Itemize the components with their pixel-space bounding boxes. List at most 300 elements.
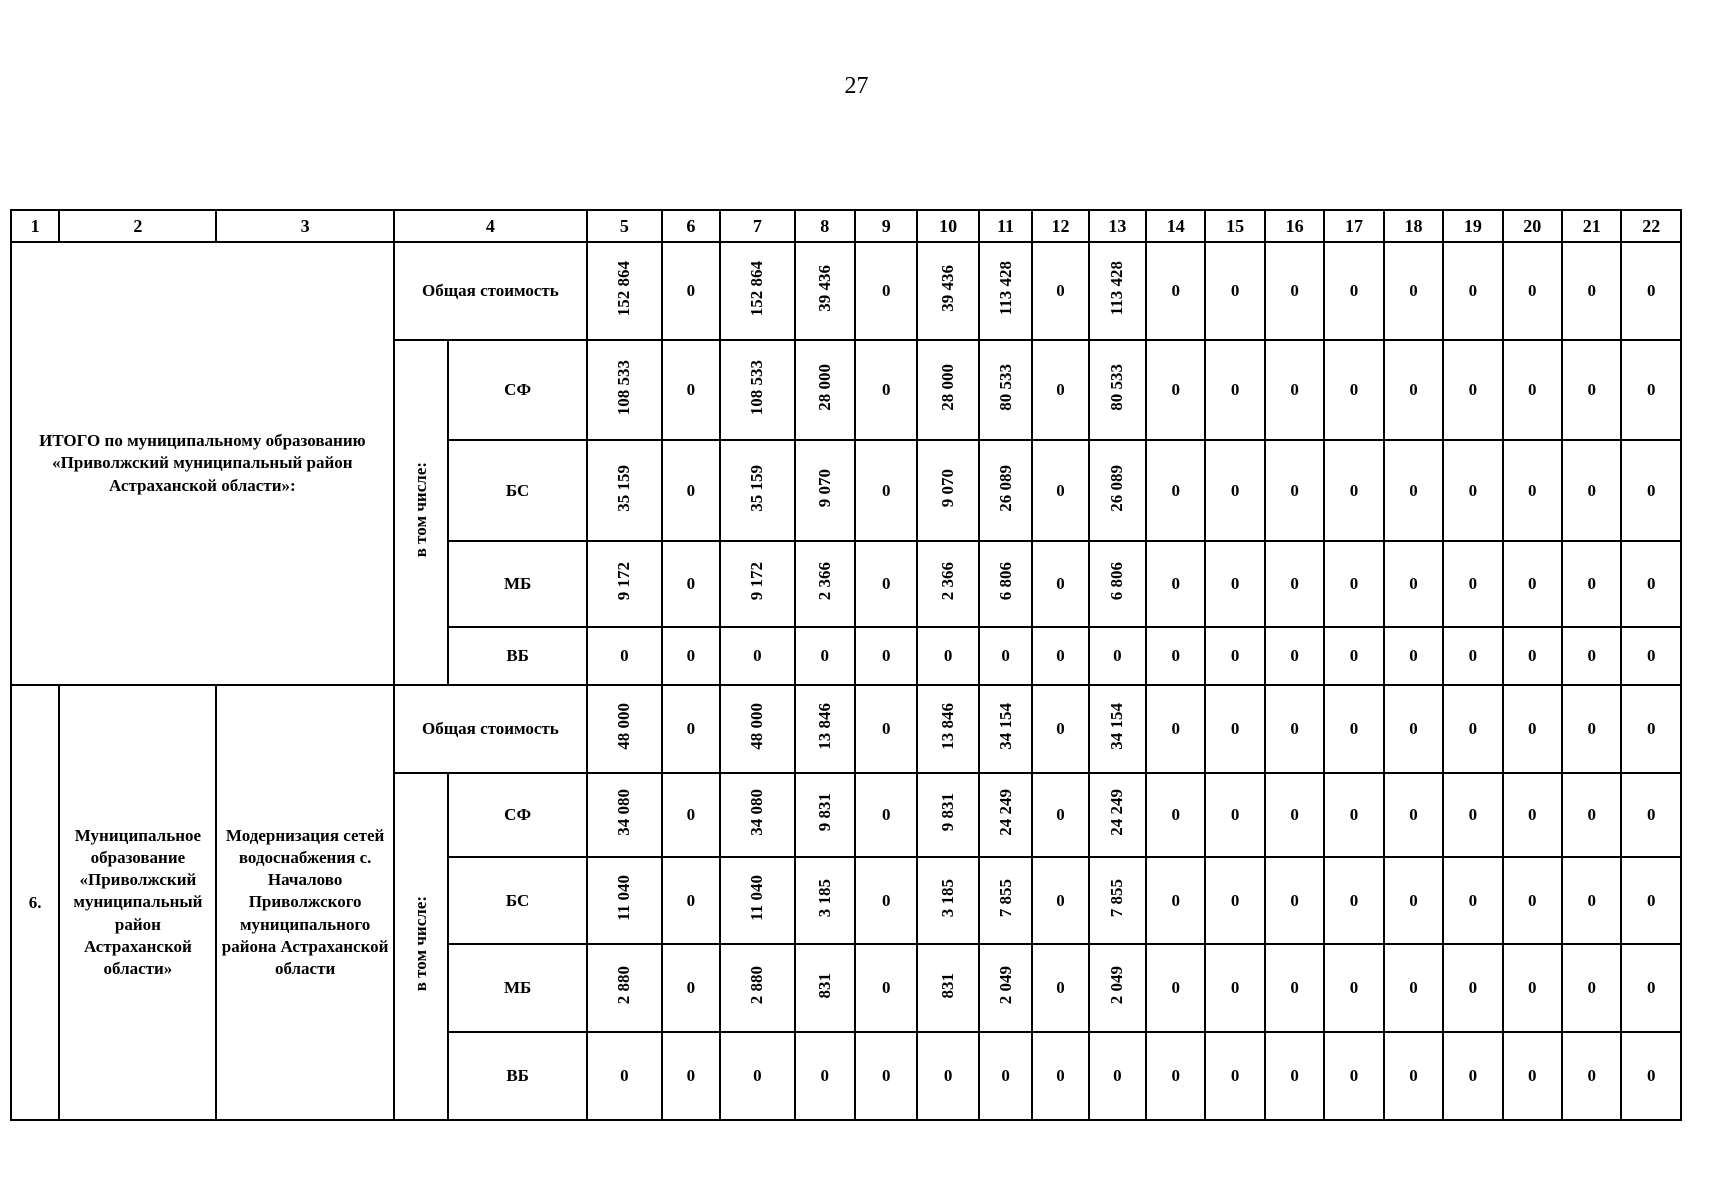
zero-value: 0: [753, 1066, 762, 1085]
zero-value: 0: [943, 646, 953, 665]
zero-value: 0: [1468, 1066, 1478, 1085]
zero-value: 0: [1587, 978, 1596, 997]
zero-value: 0: [1230, 574, 1240, 593]
zero-value: 0: [1171, 978, 1180, 997]
amount-value: 6 806: [1107, 562, 1127, 601]
item-number: 6.: [11, 685, 59, 1120]
amount-value: 9 070: [814, 468, 834, 508]
value-cell: [662, 773, 720, 857]
value-cell: [979, 541, 1032, 627]
value-cell: [1324, 944, 1383, 1032]
value-cell: [1265, 773, 1324, 857]
value-cell: [720, 340, 795, 440]
total-cost-label: Общая стоимость: [394, 242, 587, 340]
value-cell: [1146, 242, 1205, 340]
value-cell: [1621, 773, 1681, 857]
value-cell: [1384, 627, 1443, 685]
amount-value: 34 154: [1107, 703, 1127, 750]
page-number: 27: [844, 73, 869, 99]
value-cell: [917, 440, 978, 541]
value-cell: [1443, 944, 1502, 1032]
amount-value: 26 089: [1107, 464, 1127, 512]
zero-value: 0: [1171, 805, 1180, 824]
value-cell: [1089, 541, 1146, 627]
zero-value: 0: [1409, 480, 1418, 500]
zero-value: 0: [1113, 646, 1122, 665]
zero-value: 0: [1290, 719, 1299, 738]
value-cell: [1205, 685, 1264, 773]
zero-value: 0: [1056, 1066, 1065, 1085]
value-cell: [1265, 857, 1324, 944]
zero-value: 0: [1587, 480, 1596, 500]
value-cell: [587, 440, 662, 541]
value-cell: [795, 857, 855, 944]
including-label-cell: [394, 340, 448, 685]
zero-value: 0: [1171, 1066, 1180, 1085]
amount-value: 35 159: [747, 464, 767, 512]
zero-value: 0: [881, 281, 891, 300]
zero-value: 0: [1349, 978, 1359, 997]
value-cell: [855, 773, 917, 857]
value-cell: [662, 1032, 720, 1120]
zero-value: 0: [1468, 480, 1478, 500]
zero-value: 0: [620, 646, 629, 665]
value-cell: [587, 685, 662, 773]
total-block-title: ИТОГО по муниципальному образованию «Приволжский муниципальный район Астраханской области»:: [11, 242, 394, 685]
value-cell: [1562, 340, 1621, 440]
value-cell: [662, 340, 720, 440]
amount-value: 9 831: [814, 793, 834, 832]
zero-value: 0: [1587, 1066, 1596, 1085]
amount-value: 9 831: [938, 793, 958, 832]
zero-value: 0: [1646, 719, 1656, 738]
zero-value: 0: [1587, 574, 1596, 593]
zero-value: 0: [1113, 1066, 1122, 1085]
zero-value: 0: [1587, 646, 1596, 665]
zero-value: 0: [1528, 281, 1537, 300]
amount-value: 2 880: [747, 966, 767, 1005]
amount-value: 831: [938, 972, 958, 999]
column-number: 20: [1503, 210, 1562, 242]
value-cell: [917, 340, 978, 440]
value-cell: [1384, 773, 1443, 857]
value-cell: [1146, 340, 1205, 440]
value-cell: [917, 944, 978, 1032]
value-cell: [917, 773, 978, 857]
zero-value: 0: [686, 805, 696, 824]
value-cell: [1089, 627, 1146, 685]
value-cell: [979, 773, 1032, 857]
amount-value: 24 249: [995, 789, 1015, 836]
budget-table: [10, 209, 1682, 1121]
column-number: 3: [216, 210, 393, 242]
value-cell: [917, 242, 978, 340]
zero-value: 0: [1230, 890, 1240, 910]
value-cell: [1503, 944, 1562, 1032]
value-cell: [1089, 773, 1146, 857]
value-cell: [1621, 340, 1681, 440]
zero-value: 0: [881, 480, 891, 500]
mb-label: МБ: [448, 541, 587, 627]
amount-value: 34 080: [614, 789, 634, 836]
amount-value: 152 864: [614, 260, 634, 317]
value-cell: [662, 541, 720, 627]
value-cell: [855, 1032, 917, 1120]
zero-value: 0: [1056, 890, 1065, 910]
value-cell: [1443, 685, 1502, 773]
zero-value: 0: [881, 1066, 891, 1085]
value-cell: [1324, 685, 1383, 773]
value-cell: [1205, 627, 1264, 685]
zero-value: 0: [1171, 480, 1180, 500]
zero-value: 0: [1646, 890, 1656, 910]
value-cell: [795, 242, 855, 340]
amount-value: 108 533: [747, 359, 767, 416]
value-cell: [1443, 857, 1502, 944]
value-cell: [855, 340, 917, 440]
column-number: 7: [720, 210, 795, 242]
value-cell: [979, 685, 1032, 773]
value-cell: [795, 685, 855, 773]
zero-value: 0: [1409, 805, 1418, 824]
value-cell: [1324, 242, 1383, 340]
value-cell: [1146, 541, 1205, 627]
zero-value: 0: [753, 646, 762, 665]
value-cell: [855, 541, 917, 627]
value-cell: [1205, 242, 1264, 340]
value-cell: [1265, 340, 1324, 440]
amount-value: 13 846: [814, 703, 834, 750]
zero-value: 0: [1528, 574, 1537, 593]
amount-value: 28 000: [814, 364, 834, 411]
value-cell: [1384, 857, 1443, 944]
amount-value: 2 366: [814, 562, 834, 601]
value-cell: [720, 944, 795, 1032]
value-cell: [662, 685, 720, 773]
value-cell: [1562, 242, 1621, 340]
zero-value: 0: [1528, 805, 1537, 824]
zero-value: 0: [1528, 978, 1537, 997]
zero-value: 0: [1528, 719, 1537, 738]
value-cell: [795, 627, 855, 685]
zero-value: 0: [1468, 805, 1478, 824]
zero-value: 0: [1468, 380, 1478, 399]
zero-value: 0: [1001, 1066, 1010, 1085]
value-cell: [979, 340, 1032, 440]
column-number: 16: [1265, 210, 1324, 242]
zero-value: 0: [1468, 646, 1478, 665]
zero-value: 0: [1290, 480, 1299, 500]
zero-value: 0: [1409, 380, 1418, 399]
sf-label: СФ: [448, 773, 587, 857]
value-cell: [1443, 627, 1502, 685]
column-number: 14: [1146, 210, 1205, 242]
amount-value: 80 533: [995, 364, 1015, 411]
zero-value: 0: [1230, 646, 1240, 665]
value-cell: [1324, 857, 1383, 944]
mb-label: МБ: [448, 944, 587, 1032]
zero-value: 0: [686, 574, 696, 593]
value-cell: [1503, 773, 1562, 857]
value-cell: [855, 857, 917, 944]
value-cell: [1562, 944, 1621, 1032]
value-cell: [1324, 773, 1383, 857]
zero-value: 0: [1056, 719, 1065, 738]
vb-label: ВБ: [448, 1032, 587, 1120]
value-cell: [1324, 627, 1383, 685]
amount-value: 11 040: [614, 875, 634, 921]
project-name: Модернизация сетей водоснабжения с. Началово Приволжского муниципального района Астраханской области: [216, 685, 393, 1120]
amount-value: 39 436: [814, 265, 834, 312]
value-cell: [1384, 242, 1443, 340]
zero-value: 0: [1001, 646, 1010, 665]
zero-value: 0: [1290, 890, 1299, 910]
value-cell: [1032, 242, 1088, 340]
zero-value: 0: [881, 646, 891, 665]
value-cell: [795, 440, 855, 541]
column-number: 5: [587, 210, 662, 242]
value-cell: [587, 242, 662, 340]
value-cell: [1032, 857, 1088, 944]
value-cell: [1265, 685, 1324, 773]
column-number: 8: [795, 210, 855, 242]
including-label: в том числе:: [410, 462, 430, 558]
zero-value: 0: [1587, 805, 1596, 824]
column-number: 18: [1384, 210, 1443, 242]
amount-value: 39 436: [938, 265, 958, 312]
zero-value: 0: [1587, 281, 1596, 300]
value-cell: [795, 541, 855, 627]
amount-value: 11 040: [747, 875, 767, 921]
zero-value: 0: [686, 1066, 696, 1085]
zero-value: 0: [1409, 646, 1418, 665]
value-cell: [1503, 242, 1562, 340]
value-cell: [720, 440, 795, 541]
zero-value: 0: [1349, 719, 1359, 738]
zero-value: 0: [881, 719, 891, 738]
amount-value: 831: [814, 972, 834, 999]
value-cell: [587, 627, 662, 685]
value-cell: [1562, 627, 1621, 685]
value-cell: [1503, 627, 1562, 685]
amount-value: 48 000: [614, 703, 634, 750]
zero-value: 0: [1230, 281, 1240, 300]
zero-value: 0: [1349, 380, 1359, 399]
amount-value: 24 249: [1107, 789, 1127, 836]
amount-value: 108 533: [614, 359, 634, 416]
zero-value: 0: [1646, 480, 1656, 500]
zero-value: 0: [686, 480, 696, 500]
zero-value: 0: [1290, 1066, 1299, 1085]
value-cell: [662, 440, 720, 541]
zero-value: 0: [1409, 890, 1418, 910]
zero-value: 0: [1528, 890, 1537, 910]
value-cell: [1032, 541, 1088, 627]
value-cell: [1384, 340, 1443, 440]
zero-value: 0: [1290, 380, 1299, 399]
zero-value: 0: [1646, 646, 1656, 665]
value-cell: [1265, 944, 1324, 1032]
zero-value: 0: [1171, 719, 1180, 738]
value-cell: [917, 541, 978, 627]
zero-value: 0: [1646, 805, 1656, 824]
value-cell: [1146, 627, 1205, 685]
column-number: 19: [1443, 210, 1502, 242]
value-cell: [1205, 440, 1264, 541]
zero-value: 0: [1290, 646, 1299, 665]
zero-value: 0: [1056, 574, 1065, 593]
amount-value: 26 089: [995, 464, 1015, 512]
column-number: 15: [1205, 210, 1264, 242]
value-cell: [1562, 685, 1621, 773]
amount-value: 48 000: [747, 703, 767, 750]
value-cell: [1205, 1032, 1264, 1120]
value-cell: [1384, 685, 1443, 773]
zero-value: 0: [1468, 890, 1478, 910]
value-cell: [917, 1032, 978, 1120]
column-number: 22: [1621, 210, 1681, 242]
column-number: 2: [59, 210, 216, 242]
zero-value: 0: [1056, 978, 1065, 997]
value-cell: [1503, 541, 1562, 627]
zero-value: 0: [1290, 281, 1299, 300]
value-cell: [855, 242, 917, 340]
value-cell: [855, 685, 917, 773]
column-number: 12: [1032, 210, 1088, 242]
zero-value: 0: [1056, 281, 1065, 300]
zero-value: 0: [1349, 1066, 1359, 1085]
column-number: 17: [1324, 210, 1383, 242]
bs-label: БС: [448, 440, 587, 541]
column-number: 10: [917, 210, 978, 242]
zero-value: 0: [1409, 1066, 1418, 1085]
value-cell: [1032, 340, 1088, 440]
value-cell: [720, 627, 795, 685]
value-cell: [917, 685, 978, 773]
value-cell: [720, 857, 795, 944]
zero-value: 0: [1171, 646, 1180, 665]
value-cell: [917, 627, 978, 685]
zero-value: 0: [1646, 380, 1656, 399]
zero-value: 0: [1528, 1066, 1537, 1085]
value-cell: [1384, 1032, 1443, 1120]
value-cell: [917, 857, 978, 944]
value-cell: [1384, 944, 1443, 1032]
value-cell: [795, 773, 855, 857]
value-cell: [1205, 340, 1264, 440]
zero-value: 0: [1171, 281, 1180, 300]
value-cell: [1146, 1032, 1205, 1120]
zero-value: 0: [1646, 978, 1656, 997]
value-cell: [1562, 541, 1621, 627]
value-cell: [1205, 944, 1264, 1032]
zero-value: 0: [1230, 978, 1240, 997]
zero-value: 0: [1230, 805, 1240, 824]
column-number: 6: [662, 210, 720, 242]
zero-value: 0: [1171, 890, 1180, 910]
amount-value: 2 366: [938, 562, 958, 601]
value-cell: [1562, 857, 1621, 944]
value-cell: [1562, 773, 1621, 857]
value-cell: [855, 627, 917, 685]
value-cell: [979, 1032, 1032, 1120]
value-cell: [1443, 340, 1502, 440]
zero-value: 0: [1646, 1066, 1656, 1085]
amount-value: 3 185: [814, 878, 834, 918]
column-number: 4: [394, 210, 587, 242]
value-cell: [1146, 857, 1205, 944]
value-cell: [1621, 685, 1681, 773]
value-cell: [1384, 440, 1443, 541]
value-cell: [1032, 685, 1088, 773]
column-number: 21: [1562, 210, 1621, 242]
value-cell: [720, 685, 795, 773]
value-cell: [855, 440, 917, 541]
zero-value: 0: [1056, 380, 1065, 399]
value-cell: [979, 242, 1032, 340]
amount-value: 113 428: [995, 261, 1015, 316]
value-cell: [795, 1032, 855, 1120]
zero-value: 0: [881, 805, 891, 824]
column-number: 13: [1089, 210, 1146, 242]
value-cell: [1503, 1032, 1562, 1120]
zero-value: 0: [686, 646, 696, 665]
vb-label: ВБ: [448, 627, 587, 685]
value-cell: [1265, 627, 1324, 685]
zero-value: 0: [1349, 646, 1359, 665]
value-cell: [587, 773, 662, 857]
value-cell: [1205, 857, 1264, 944]
value-cell: [1089, 340, 1146, 440]
value-cell: [795, 944, 855, 1032]
value-cell: [1503, 857, 1562, 944]
value-cell: [720, 242, 795, 340]
zero-value: 0: [1409, 281, 1418, 300]
zero-value: 0: [686, 978, 696, 997]
zero-value: 0: [1349, 480, 1359, 500]
zero-value: 0: [820, 1066, 830, 1085]
value-cell: [1621, 857, 1681, 944]
amount-value: 2 880: [614, 966, 634, 1005]
value-cell: [1562, 440, 1621, 541]
value-cell: [587, 541, 662, 627]
value-cell: [1146, 440, 1205, 541]
zero-value: 0: [1349, 805, 1359, 824]
zero-value: 0: [1349, 890, 1359, 910]
amount-value: 2 049: [995, 966, 1015, 1005]
zero-value: 0: [1349, 281, 1359, 300]
zero-value: 0: [1468, 719, 1478, 738]
zero-value: 0: [1409, 574, 1418, 593]
value-cell: [1089, 857, 1146, 944]
value-cell: [795, 340, 855, 440]
zero-value: 0: [1468, 574, 1478, 593]
value-cell: [1621, 627, 1681, 685]
zero-value: 0: [1056, 805, 1065, 824]
value-cell: [720, 1032, 795, 1120]
value-cell: [1443, 440, 1502, 541]
value-cell: [1089, 440, 1146, 541]
value-cell: [1621, 242, 1681, 340]
value-cell: [1265, 1032, 1324, 1120]
amount-value: 80 533: [1107, 364, 1127, 411]
amount-value: 34 154: [995, 703, 1015, 750]
value-cell: [1146, 685, 1205, 773]
sf-label: СФ: [448, 340, 587, 440]
zero-value: 0: [1230, 719, 1240, 738]
value-cell: [1621, 541, 1681, 627]
zero-value: 0: [881, 574, 891, 593]
